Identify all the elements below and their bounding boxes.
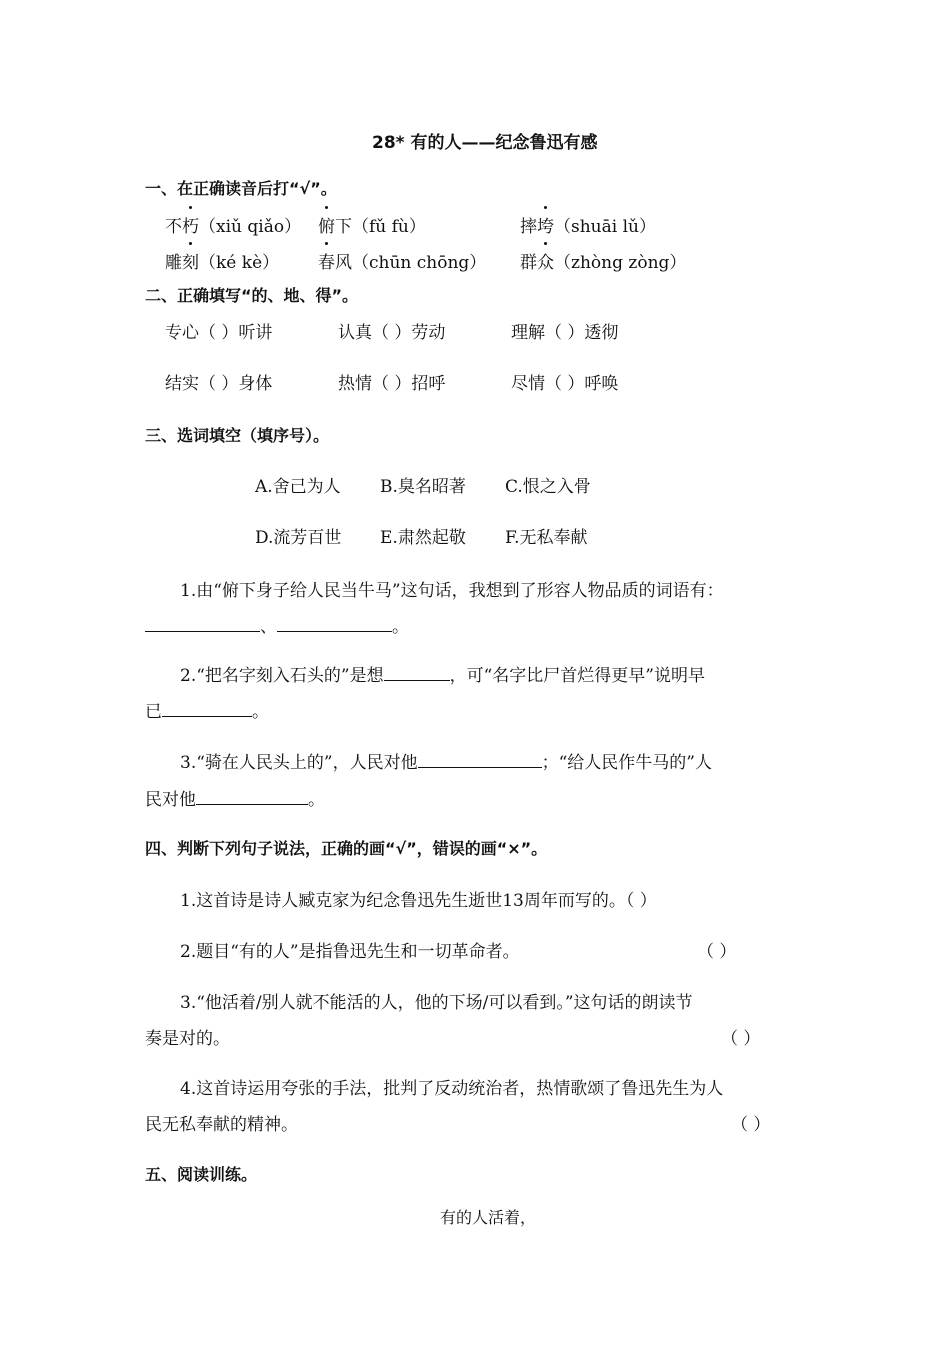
judge-paren[interactable]: （ ） <box>697 942 737 962</box>
answer-blank[interactable] <box>196 789 308 805</box>
question-3-3-cont: 民对他 。 <box>145 790 325 810</box>
pinyin-item: 俯下（fǔ fù） <box>318 212 426 237</box>
judge-item: 3.“他活着/别人就不能活的人，他的下场/可以看到。”这句话的朗读节 <box>180 993 693 1013</box>
answer-blank[interactable] <box>145 616 260 632</box>
fill-item: 结实（ ）身体 <box>165 374 273 394</box>
pinyin-item: 雕刻（ké kè） <box>165 248 279 273</box>
option: A.舍己为人 <box>255 477 341 497</box>
section-5-heading: 五、阅读训练。 <box>145 1165 258 1184</box>
fill-item: 热情（ ）招呼 <box>338 374 446 394</box>
answer-blank[interactable] <box>162 701 252 717</box>
question-3-2-cont: 已 。 <box>145 702 269 722</box>
fill-item: 专心（ ）听讲 <box>165 323 273 343</box>
option: B.臭名昭著 <box>380 477 466 497</box>
section-2-heading: 二、正确填写“的、地、得”。 <box>145 286 359 305</box>
option: D.流芳百世 <box>255 528 342 548</box>
section-1-heading: 一、在正确读音后打“√”。 <box>145 179 337 198</box>
judge-item-cont: 民无私奉献的精神。 <box>145 1115 298 1135</box>
pinyin-item: 不朽（xiǔ qiǎo） <box>165 212 301 237</box>
fill-item: 尽情（ ）呼唤 <box>511 374 619 394</box>
judge-item: 2.题目“有的人”是指鲁迅先生和一切革命者。 <box>180 942 520 962</box>
judge-paren[interactable]: （ ） <box>721 1029 761 1049</box>
pinyin-item: 群众（zhòng zòng） <box>520 248 686 273</box>
section-4-heading: 四、判断下列句子说法，正确的画“√”，错误的画“×”。 <box>145 839 548 858</box>
judge-item-cont: 奏是对的。 <box>145 1029 230 1049</box>
option: F.无私奉献 <box>505 528 588 548</box>
pinyin-item: 摔垮（shuāi lǔ） <box>520 212 656 237</box>
answer-blank[interactable] <box>418 752 542 768</box>
page-title: 28* 有的人——纪念鲁迅有感 <box>372 133 598 153</box>
pinyin-item: 春风（chūn chōng） <box>318 248 486 273</box>
question-3-3: 3.“骑在人民头上的”，人民对他 ；“给人民作牛马的”人 <box>180 753 712 773</box>
section-3-heading: 三、选词填空（填序号）。 <box>145 426 330 445</box>
judge-paren[interactable]: （ ） <box>731 1115 771 1135</box>
judge-item: 4.这首诗运用夸张的手法，批判了反动统治者，热情歌颂了鲁迅先生为人 <box>180 1079 724 1099</box>
question-3-1-answer: 、 。 <box>145 612 409 637</box>
judge-item: 1.这首诗是诗人臧克家为纪念鲁迅先生逝世13周年而写的。（ ） <box>180 891 657 911</box>
question-3-1: 1.由“俯下身子给人民当牛马”这句话，我想到了形容人物品质的词语有： <box>180 581 724 601</box>
option: E.肃然起敬 <box>380 528 466 548</box>
answer-blank[interactable] <box>384 665 450 681</box>
question-3-2: 2.“把名字刻入石头的”是想 ，可“名字比尸首烂得更早”说明早 <box>180 666 705 686</box>
option: C.恨之入骨 <box>505 477 591 497</box>
answer-blank[interactable] <box>277 616 392 632</box>
fill-item: 理解（ ）透彻 <box>511 323 619 343</box>
fill-item: 认真（ ）劳动 <box>338 323 446 343</box>
poem-line: 有的人活着， <box>440 1208 537 1227</box>
